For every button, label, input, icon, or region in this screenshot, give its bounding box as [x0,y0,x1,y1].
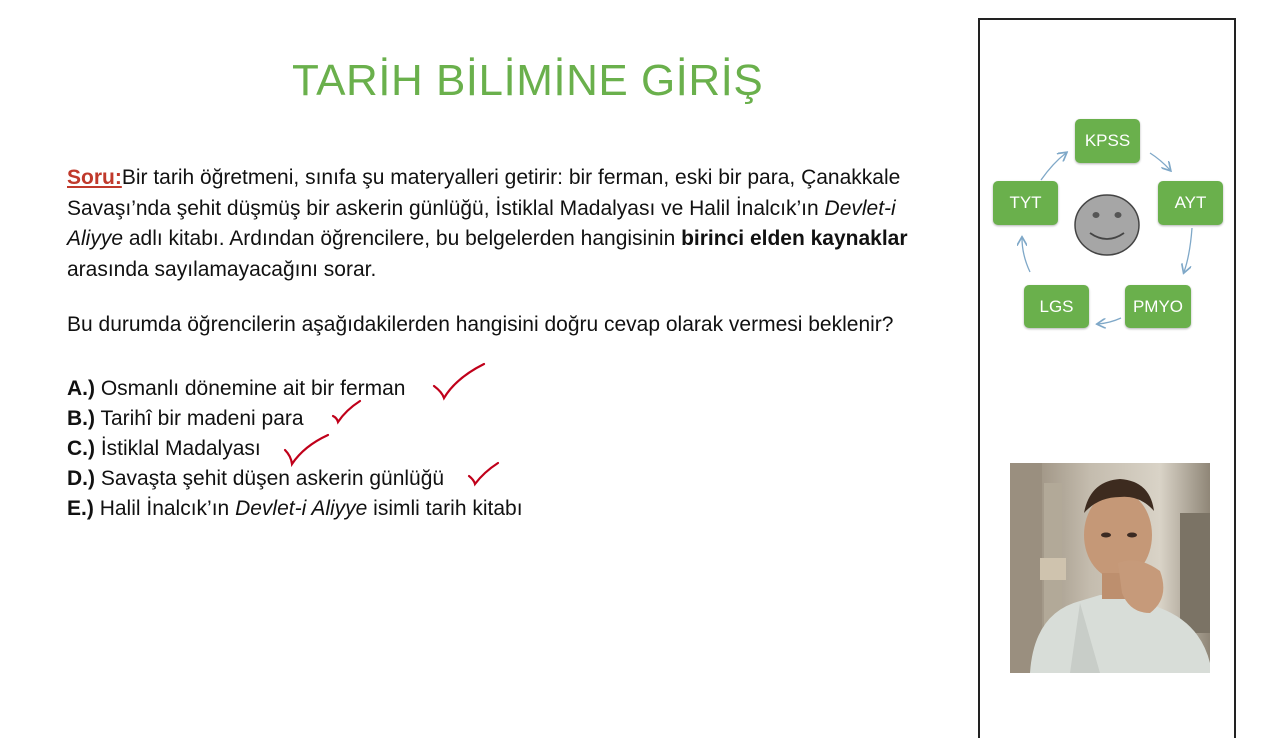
presenter-webcam [1010,463,1210,673]
option-text: Savaşta şehit düşen askerin günlüğü [100,467,445,490]
arrow-icon [1184,228,1192,272]
checkmark-icon [430,360,490,404]
option-text-before: Halil İnalcık’ın [99,497,236,520]
page-title: TARİH BİLİMİNE GİRİŞ [292,56,764,105]
arrow-icon [1098,318,1121,324]
option-letter: E.) [67,497,94,520]
option-letter: D.) [67,467,95,490]
option-text: İstiklal Madalyası [100,437,261,460]
node-tyt: TYT [993,181,1058,225]
question-text-3: arasında sayılamayacağını sorar. [67,257,377,281]
arrow-icon [1150,153,1170,170]
option-e [67,494,523,524]
option-text: Tarihî bir madeni para [100,407,304,430]
presenter-photo [1010,463,1210,673]
node-pmyo: PMYO [1125,285,1191,328]
option-text-after: isimli tarih kitabı [367,497,523,520]
checkmark-icon [282,432,332,468]
option-letter: A.) [67,377,95,400]
question-text-2: adlı kitabı. Ardından öğrencilere, bu belgelerden hangisinin [123,227,682,250]
checkmark-icon [466,460,502,488]
question-label: Soru: [67,166,122,189]
node-kpss: KPSS [1075,119,1140,163]
question-text-1: Bir tarih öğretmeni, sınıfa şu materyalleri getirir: bir ferman, eski bir para, Çanakkale Savaşı’nda şehit düşmüş bir askerin günlüğü, İstiklal Madalyası ve Halil İnalcık’ın [67,166,901,220]
node-lgs: LGS [1024,285,1089,328]
checkmark-icon [330,398,364,428]
option-book-title: Devlet-i Aliyye [235,497,368,520]
option-letter: B.) [67,407,95,430]
arrow-icon [1041,153,1066,180]
node-ayt: AYT [1158,181,1223,225]
option-b [67,404,523,434]
arrow-icon [1022,238,1030,272]
option-d [67,464,523,494]
smiley-face-icon [1073,193,1141,257]
question-keyword: birinci elden kaynaklar [681,227,908,250]
question-book-title: Devlet-i Aliyye [67,196,896,250]
question-prompt: Bu durumda öğrencilerin aşağıdakilerden hangisini doğru cevap olarak vermesi beklenir? [67,313,894,336]
question-paragraph [67,163,947,285]
option-letter: C.) [67,437,95,460]
option-text: Osmanlı dönemine ait bir ferman [100,377,406,400]
